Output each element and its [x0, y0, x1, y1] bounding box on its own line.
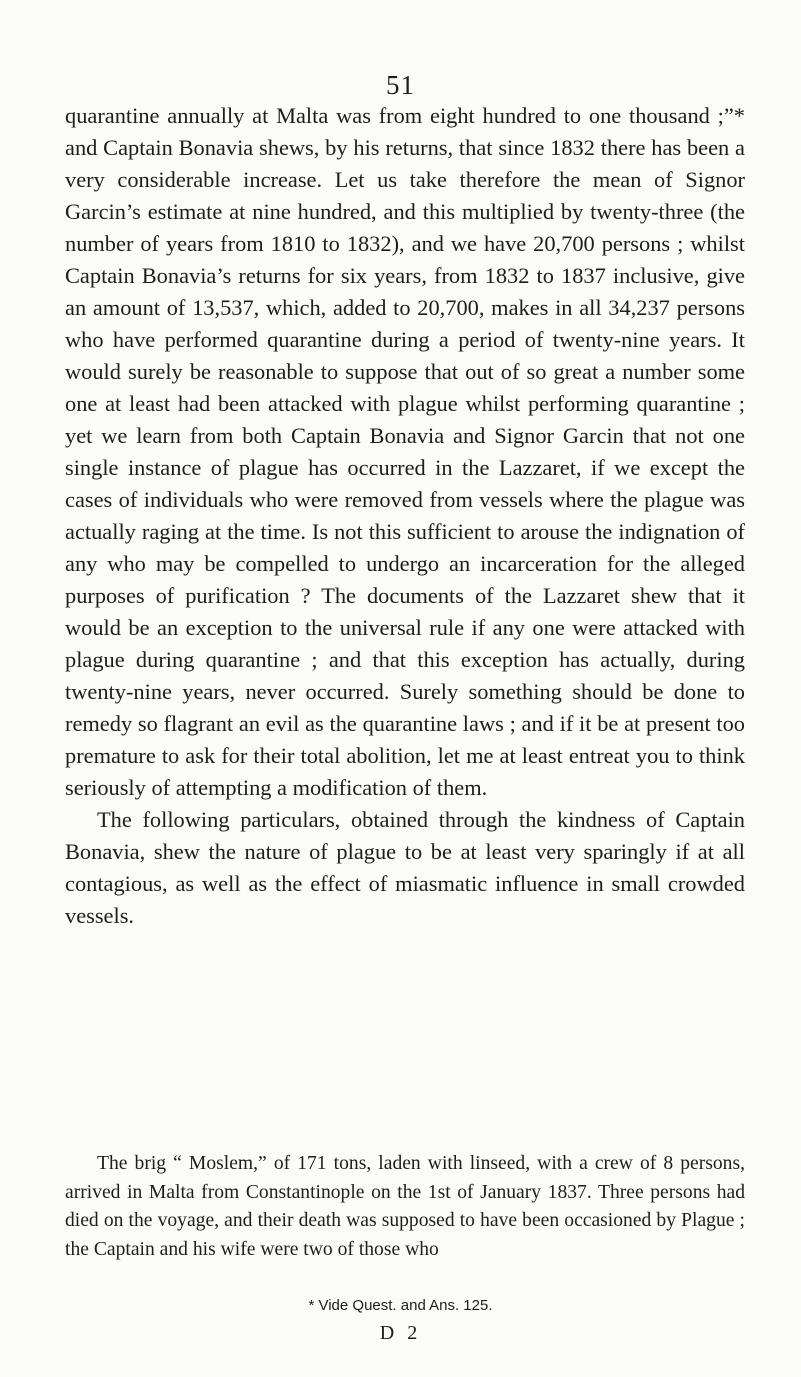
body-paragraph-2: The following particulars, obtained through the kindness of Captain Bonavia, shew the nature of plague to be at least very sparingly if at all contagious, as well as the effect of miasmatic influence in small crowded vessels. — [65, 807, 745, 928]
footnote: * Vide Quest. and Ans. 125. — [308, 1297, 493, 1314]
body-paragraph-1: quarantine annually at Malta was from eight hundred to one thousand ;”* and Captain Bonavia shews, by his returns, that since 1832 there has been a very considerable increase. Let us take therefore the mean of Signor Garcin’s estimate at nine hundred, and this multiplied by twenty-three (the number of years from 1810 to 1832), and we have 20,700 persons ; whilst Captain Bonavia’s returns for six years, from 1832 to 1837 inclusive, give an amount of 13,537, which, added to 20,700, makes in all 34,237 persons who have performed quarantine during a period of twenty-nine years. It would surely be reasonable to suppose that out of so great a number some one at least had been attacked with plague whilst performing quarantine ; yet we learn from both Captain Bonavia and Signor Garcin that not one single instance of plague has occurred in the Lazzaret, if we except the cases of individuals who were removed from vessels where the plague was actually raging at the time. Is not this sufficient to arouse the indignation of any who may be compelled to undergo an incarceration for the alleged purposes of purification ? The documents of the Lazzaret shew that it would be an exception to the universal rule if any one were attacked with plague during quarantine ; and that this exception has actually, during twenty-nine years, never occurred. Surely something should be done to remedy so flagrant an evil as the quarantine laws ; and if it be at present too premature to ask for their total abolition, let me at least entreat you to think seriously of attempting a modification of them. — [65, 103, 745, 800]
body-text — [65, 100, 745, 932]
case-report-paragraph: The brig “ Moslem,” of 171 tons, laden with linseed, with a crew of 8 persons, arrived in Malta from Constantinople on the 1st of January 1837. Three persons had died on the voyage, and their death was supposed to have been occasioned by Plague ; the Captain and his wife were two of those who — [65, 1153, 745, 1261]
signature-mark: D 2 — [379, 1322, 422, 1344]
page-number: 51 — [386, 70, 415, 100]
case-report-text — [65, 1150, 745, 1265]
